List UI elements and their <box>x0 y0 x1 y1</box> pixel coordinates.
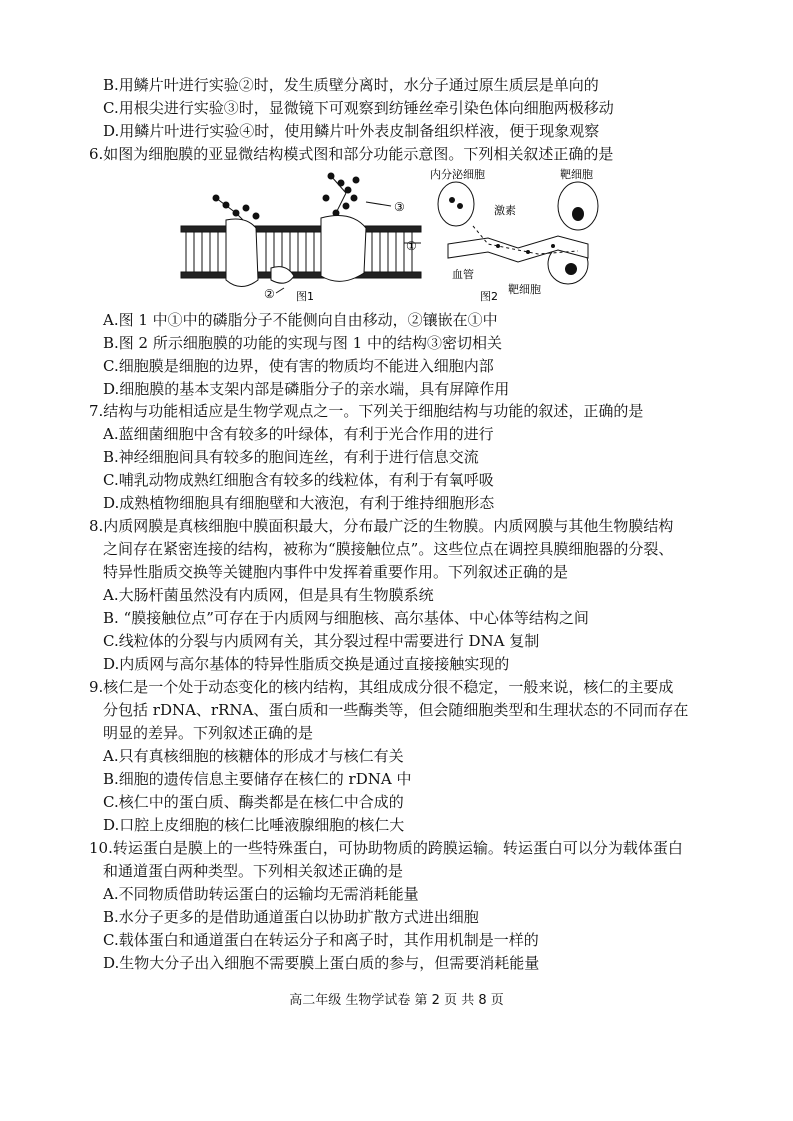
fig2-hormone-label: 激素 <box>494 204 516 217</box>
q6-option-a: A.图 1 中①中的磷脂分子不能侧向自由移动，②镶嵌在①中 <box>103 311 498 329</box>
q9-stem-line-3: 明显的差异。下列叙述正确的是 <box>103 724 314 742</box>
fig1-marker-3: ③ <box>394 200 405 214</box>
q9-option-a: A.只有真核细胞的核糖体的形成才与核仁有关 <box>103 747 404 765</box>
q7-stem: 7.结构与功能相适应是生物学观点之一。下列关于细胞结构与功能的叙述，正确的是 <box>89 402 644 420</box>
q6-option-d: D.细胞膜的基本支架内部是磷脂分子的亲水端，具有屏障作用 <box>103 380 510 398</box>
figure-2-signaling-diagram <box>428 166 608 306</box>
q6-option-b: B.图 2 所示细胞膜的功能的实现与图 1 中的结构③密切相关 <box>103 334 502 352</box>
q9-stem-line-1: 9.核仁是一个处于动态变化的核内结构，其组成成分很不稳定，一般来说，核仁的主要成 <box>89 678 674 696</box>
q6-option-c: C.细胞膜是细胞的边界，使有害的物质均不能进入细胞内部 <box>103 357 494 375</box>
q10-option-d: D.生物大分子出入细胞不需要膜上蛋白质的参与，但需要消耗能量 <box>103 954 540 972</box>
q8-option-c: C.线粒体的分裂与内质网有关，其分裂过程中需要进行 DNA 复制 <box>103 632 540 650</box>
q10-stem-line-1: 10.转运蛋白是膜上的一些特殊蛋白，可协助物质的跨膜运输。转运蛋白可以分为载体蛋白 <box>89 839 683 857</box>
q10-option-b: B.水分子更多的是借助通道蛋白以协助扩散方式进出细胞 <box>103 908 479 926</box>
fig2-endocrine-label: 内分泌细胞 <box>430 168 485 181</box>
q9-option-c: C.核仁中的蛋白质、酶类都是在核仁中合成的 <box>103 793 404 811</box>
q5-option-d: D.用鳞片叶进行实验④时，使用鳞片叶外表皮制备组织样液，便于现象观察 <box>103 122 600 140</box>
q7-option-b: B.神经细胞间具有较多的胞间连丝，有利于进行信息交流 <box>103 448 479 466</box>
fig2-target-top-label: 靶细胞 <box>560 168 593 181</box>
fig1-marker-1: ① <box>406 239 417 253</box>
fig2-vessel-label: 血管 <box>452 268 474 281</box>
q9-option-b: B.细胞的遗传信息主要储存在核仁的 rDNA 中 <box>103 770 412 788</box>
q5-option-b: B.用鳞片叶进行实验②时，发生质壁分离时，水分子通过原生质层是单向的 <box>103 76 599 94</box>
fig2-target-bottom-label: 靶细胞 <box>508 283 541 296</box>
page-footer: 高二年级 生物学试卷 第 2 页 共 8 页 <box>289 993 504 1008</box>
fig1-marker-2: ② <box>264 287 275 301</box>
q8-stem-line-3: 特异性脂质交换等关键胞内事件中发挥着重要作用。下列叙述正确的是 <box>103 563 569 581</box>
q8-option-a: A.大肠杆菌虽然没有内质网，但是具有生物膜系统 <box>103 586 434 604</box>
fig2-caption: 图2 <box>480 290 498 303</box>
q7-option-d: D.成熟植物细胞具有细胞壁和大液泡，有利于维持细胞形态 <box>103 494 495 512</box>
q6-stem: 6.如图为细胞膜的亚显微结构模式图和部分功能示意图。下列相关叙述正确的是 <box>89 145 614 163</box>
q5-option-c: C.用根尖进行实验③时，显微镜下可观察到纺锤丝牵引染色体向细胞两极移动 <box>103 99 614 117</box>
q10-option-a: A.不同物质借助转运蛋白的运输均无需消耗能量 <box>103 885 419 903</box>
fig1-caption: 图1 <box>296 290 314 303</box>
q7-option-a: A.蓝细菌细胞中含有较多的叶绿体，有利于光合作用的进行 <box>103 425 494 443</box>
q8-option-b: B. “膜接触位点”可存在于内质网与细胞核、高尔基体、中心体等结构之间 <box>103 609 589 627</box>
q9-stem-line-2: 分包括 rDNA、rRNA、蛋白质和一些酶类等，但会随细胞类型和生理状态的不同而存在 <box>103 701 689 719</box>
q8-stem-line-1: 8.内质网膜是真核细胞中膜面积最大，分布最广泛的生物膜。内质网膜与其他生物膜结构 <box>89 517 674 535</box>
q10-option-c: C.载体蛋白和通道蛋白在转运分子和离子时，其作用机制是一样的 <box>103 931 539 949</box>
q8-option-d: D.内质网与高尔基体的特异性脂质交换是通过直接接触实现的 <box>103 655 510 673</box>
figure-1-membrane-diagram <box>176 168 432 308</box>
q10-stem-line-2: 和通道蛋白两种类型。下列相关叙述正确的是 <box>103 862 404 880</box>
q7-option-c: C.哺乳动物成熟红细胞含有较多的线粒体，有利于有氧呼吸 <box>103 471 494 489</box>
q8-stem-line-2: 之间存在紧密连接的结构，被称为“膜接触位点”。这些位点在调控具膜细胞器的分裂、 <box>103 540 674 558</box>
q9-option-d: D.口腔上皮细胞的核仁比唾液腺细胞的核仁大 <box>103 816 405 834</box>
